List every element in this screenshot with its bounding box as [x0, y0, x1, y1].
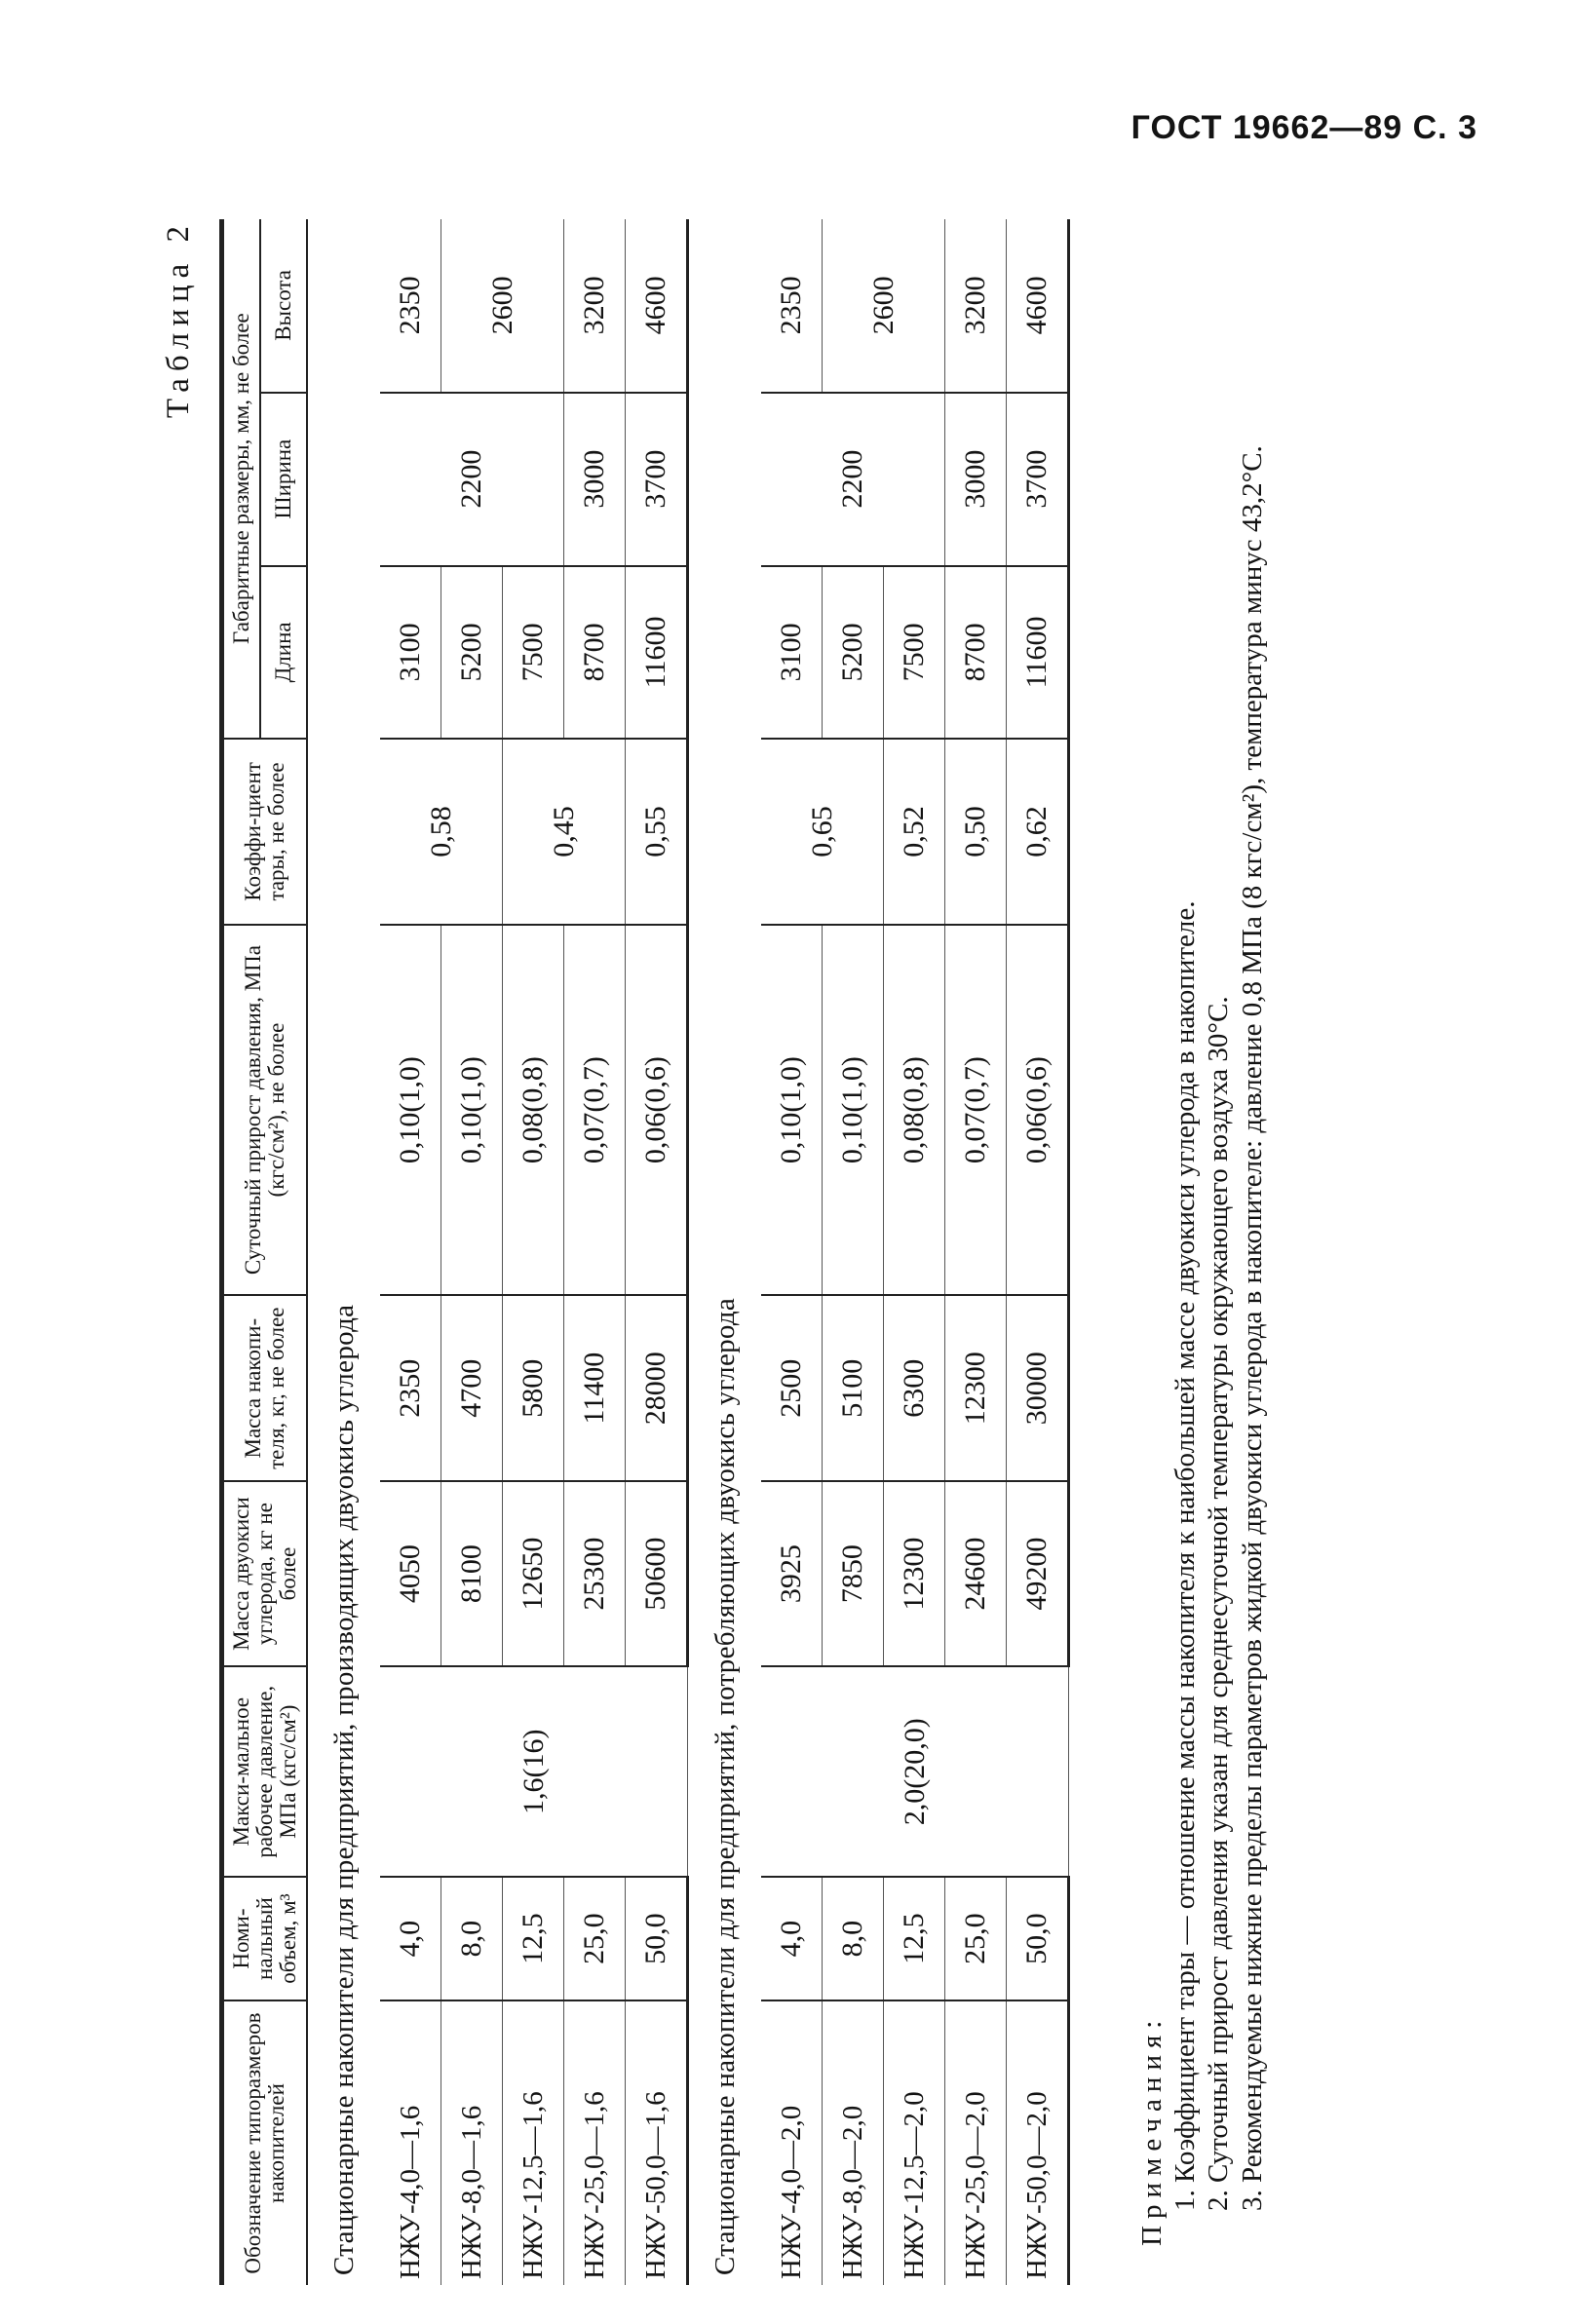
cell-vessel-mass: 28000 — [626, 1295, 688, 1480]
cell-tare: 0,52 — [884, 739, 945, 924]
row-designation: НЖУ-12,5—1,6 — [503, 2000, 564, 2285]
cell-vessel-mass: 5100 — [823, 1295, 884, 1480]
cell-length: 7500 — [503, 566, 564, 740]
cell-pressure-rise: 0,08(0,8) — [503, 925, 564, 1296]
cell-height: 2350 — [380, 219, 441, 393]
cell-volume: 12,5 — [503, 1877, 564, 2000]
row-designation: НЖУ-4,0—1,6 — [380, 2000, 441, 2285]
cell-co2-mass: 24600 — [945, 1481, 1007, 1666]
cell-width: 2200 — [761, 393, 945, 566]
col-max-pressure: Макси-мальное рабочее давление, МПа (кгс/см²) — [222, 1666, 308, 1877]
cell-co2-mass: 50600 — [626, 1481, 688, 1666]
cell-pressure-rise: 0,07(0,7) — [564, 925, 626, 1296]
row-designation: НЖУ-8,0—2,0 — [823, 2000, 884, 2285]
cell-length: 5200 — [441, 566, 503, 740]
cell-tare: 0,45 — [503, 739, 626, 924]
section-title: Стационарные накопители для предприятий, потребляющих двуокись углерода — [709, 1297, 741, 2275]
cell-volume: 50,0 — [1007, 1877, 1069, 2000]
row-designation: НЖУ-25,0—2,0 — [945, 2000, 1007, 2285]
cell-vessel-mass: 6300 — [884, 1295, 945, 1480]
cell-vessel-mass: 30000 — [1007, 1295, 1069, 1480]
cell-tare: 0,50 — [945, 739, 1007, 924]
cell-volume: 4,0 — [761, 1877, 823, 2000]
cell-length: 8700 — [945, 566, 1007, 740]
cell-pressure-rise: 0,10(1,0) — [380, 925, 441, 1296]
cell-tare: 0,55 — [626, 739, 688, 924]
col-nominal-volume: Номи-нальный объем, м³ — [222, 1877, 308, 2000]
cell-width: 2200 — [380, 393, 564, 566]
cell-length: 5200 — [823, 566, 884, 740]
cell-tare: 0,58 — [380, 739, 503, 924]
col-tare-coefficient: Коэффи-циент тары, не более — [222, 739, 308, 924]
cell-co2-mass: 25300 — [564, 1481, 626, 1666]
cell-vessel-mass: 2500 — [761, 1295, 823, 1480]
cell-width: 3700 — [1007, 393, 1069, 566]
cell-length: 11600 — [1007, 566, 1069, 740]
cell-co2-mass: 7850 — [823, 1481, 884, 1666]
cell-pressure-rise: 0,10(1,0) — [441, 925, 503, 1296]
cell-co2-mass: 3925 — [761, 1481, 823, 1666]
col-vessel-mass: Масса накопи-теля, кг, не более — [222, 1295, 308, 1480]
row-designation: НЖУ-4,0—2,0 — [761, 2000, 823, 2285]
row-designation: НЖУ-12,5—2,0 — [884, 2000, 945, 2285]
cell-tare: 0,62 — [1007, 739, 1069, 924]
cell-pressure-rise: 0,10(1,0) — [823, 925, 884, 1296]
col-co2-mass: Масса двуокиси углерода, кг не более — [222, 1481, 308, 1666]
cell-vessel-mass: 11400 — [564, 1295, 626, 1480]
cell-length: 3100 — [380, 566, 441, 740]
col-height: Высота — [260, 219, 307, 393]
row-designation: НЖУ-25,0—1,6 — [564, 2000, 626, 2285]
cell-max-pressure: 2,0(20,0) — [761, 1666, 1069, 1877]
cell-co2-mass: 49200 — [1007, 1481, 1069, 1666]
cell-width: 3000 — [564, 393, 626, 566]
cell-volume: 25,0 — [945, 1877, 1007, 2000]
note-item: 3. Рекомендуемые нижние пределы параметров жидкой двуокиси углерода в накопителе: давление 0,8 МПа (8 кгс/см²), температура минус 43,2°С. — [1236, 445, 1268, 2211]
cell-volume: 8,0 — [441, 1877, 503, 2000]
cell-co2-mass: 12300 — [884, 1481, 945, 1666]
notes-label: Примечания: — [1136, 2013, 1168, 2246]
section-title: Стационарные накопители для предприятий, производящих двуокись углерода — [327, 1304, 360, 2275]
cell-length: 7500 — [884, 566, 945, 740]
row-designation: НЖУ-50,0—2,0 — [1007, 2000, 1069, 2285]
row-designation: НЖУ-8,0—1,6 — [441, 2000, 503, 2285]
cell-pressure-rise: 0,06(0,6) — [1007, 925, 1069, 1296]
cell-height: 4600 — [626, 219, 688, 393]
col-daily-pressure-rise: Суточный прирост давления, МПа (кгс/см²), не более — [222, 925, 308, 1296]
col-designation: Обозначение типоразмеров накопителей — [222, 2000, 308, 2285]
cell-width: 3700 — [626, 393, 688, 566]
cell-length: 11600 — [626, 566, 688, 740]
cell-height: 2600 — [441, 219, 564, 393]
note-item: 2. Суточный прирост давления указан для среднесуточной температуры окружающего воздуха 30°С. — [1203, 996, 1235, 2211]
table-title: Таблица 2 — [161, 219, 196, 419]
col-length: Длина — [260, 566, 307, 740]
cell-height: 4600 — [1007, 219, 1069, 393]
cell-pressure-rise: 0,07(0,7) — [945, 925, 1007, 1296]
cell-co2-mass: 12650 — [503, 1481, 564, 1666]
cell-height: 3200 — [564, 219, 626, 393]
cell-co2-mass: 8100 — [441, 1481, 503, 1666]
cell-height: 2600 — [823, 219, 945, 393]
cell-height: 3200 — [945, 219, 1007, 393]
cell-volume: 25,0 — [564, 1877, 626, 2000]
cell-volume: 8,0 — [823, 1877, 884, 2000]
col-dimensions: Габаритные размеры, мм, не более — [222, 219, 261, 739]
cell-volume: 4,0 — [380, 1877, 441, 2000]
specification-table — [219, 219, 1070, 2285]
note-item: 1. Коэффициент тары — отношение массы накопителя к наибольшей массе двуокиси углерода в накопителе. — [1169, 900, 1202, 2211]
cell-vessel-mass: 5800 — [503, 1295, 564, 1480]
cell-pressure-rise: 0,10(1,0) — [761, 925, 823, 1296]
cell-pressure-rise: 0,06(0,6) — [626, 925, 688, 1296]
cell-vessel-mass: 2350 — [380, 1295, 441, 1480]
cell-vessel-mass: 12300 — [945, 1295, 1007, 1480]
cell-height: 2350 — [761, 219, 823, 393]
cell-tare: 0,65 — [761, 739, 884, 924]
cell-max-pressure: 1,6(16) — [380, 1666, 688, 1877]
cell-volume: 50,0 — [626, 1877, 688, 2000]
cell-length: 8700 — [564, 566, 626, 740]
cell-vessel-mass: 4700 — [441, 1295, 503, 1480]
cell-co2-mass: 4050 — [380, 1481, 441, 1666]
notes-block — [1135, 239, 1269, 2246]
cell-width: 3000 — [945, 393, 1007, 566]
rotated-table-block — [161, 219, 1379, 2285]
page-header: ГОСТ 19662—89 С. 3 — [1130, 109, 1477, 146]
cell-pressure-rise: 0,08(0,8) — [884, 925, 945, 1296]
col-width: Ширина — [260, 393, 307, 566]
cell-length: 3100 — [761, 566, 823, 740]
row-designation: НЖУ-50,0—1,6 — [626, 2000, 688, 2285]
cell-volume: 12,5 — [884, 1877, 945, 2000]
